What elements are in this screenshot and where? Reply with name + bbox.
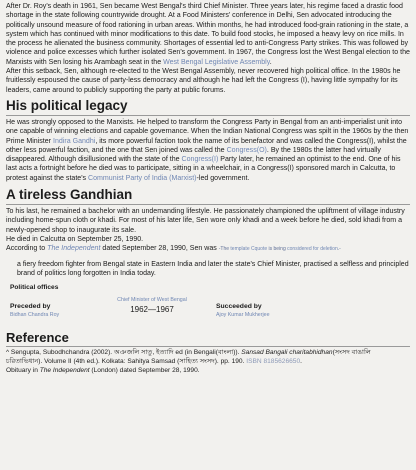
- link-west-bengal-legislative-assembly[interactable]: West Bengal Legislative Assembly: [163, 58, 270, 66]
- link-congress-o[interactable]: Congress(O): [226, 146, 267, 154]
- text: অঞজলি সাতু, ইত্যাদি: [113, 348, 174, 356]
- text: চরিতাভিধান: [6, 357, 39, 365]
- text: ^ Sengupta, Subodhchandra (2002).: [6, 348, 114, 356]
- text: He died in Calcutta on September 25, 1990.: [6, 235, 144, 243]
- reference-list: [6, 349, 410, 375]
- text: . By the 1980s the latter had virtually disappeared. Although disillusioned with the state of the: [6, 146, 381, 164]
- succession-box: [6, 284, 410, 319]
- link-template-cquote[interactable]: template Cquote: [230, 246, 268, 253]
- heading-divider: [6, 115, 410, 116]
- text: After Dr. Roy's death in 1961, Sen became West Bengal's third Chief Minister. Three years later, his regime faced a drastic food shortage in the state following countrywide drought. At a Food Ministers' conference in Delhi, Sen advocated introducing the politically unsound measure of food rationing in urban areas. Within months, he had introduced food-grain rationing in the state, a system which has continued with minor modifications to this date. To build food stocks, he imposed a heavy levy on rice mills. In the process he alienated the business community. Shortages of essential led to anti-Congress Party strikes. This was followed by violence and police excesses which further isolated Sen's government. In 1967, the Congress lost the West Bengal election to the Marxists with Sen losing his Arambagh seat in the: [6, 3, 410, 66]
- text: সাহিত্য সংসদ: [179, 357, 215, 365]
- link-the-independent[interactable]: The Independent: [47, 245, 101, 253]
- text: সংসদ বাঙালি: [334, 348, 371, 356]
- text: -led government.: [196, 174, 250, 182]
- reference-paper: The Independent: [39, 366, 90, 374]
- office-years: 1962—1967: [130, 304, 174, 314]
- text: ). pp. 190.: [214, 357, 247, 365]
- reference-item-2: [6, 367, 410, 376]
- block-quote: a fiery freedom fighter from Bengal state in Eastern India and later the state's Chief Minister, practised a selfless and principled brand of politics long forgotten in India today.: [17, 260, 409, 277]
- link-ajoy-kumar-mukherjee[interactable]: Ajoy Kumar Mukherjee: [216, 311, 270, 318]
- text: To his last, he remained a bachelor with an undemanding lifestyle. He passionately championed the upliftment of village industry including home-spun cloth or khadi. For most of his later life, Sen wore only khadi and a week before he died, sold khadi from a newly-opened shop to inaugurate its sale.: [6, 208, 405, 234]
- paragraph-political-legacy: [6, 118, 410, 183]
- succeeded-cell: [210, 302, 336, 319]
- preceded-cell: [8, 302, 94, 319]
- text: (: [332, 348, 335, 356]
- text: বাংলা: [217, 348, 234, 356]
- paragraph-gandhian: [6, 207, 410, 254]
- link-indira-gandhi[interactable]: Indira Gandhi: [53, 137, 96, 145]
- link-congress-i[interactable]: Congress(I): [181, 156, 219, 164]
- text: Party later, he remained an optimist to the end. One of his last acts a fortnight before he died was to participate, sitting in a wheelchair, in a Congress(I) sponsored march in Calcutta, to protest against the state's: [6, 156, 401, 182]
- text: He was strongly opposed to the Marxists. He helped to transform the Congress Party in Bengal from an anti-imperialist unit into one capable of winning elections and capable governance. When the Indian National Congress was spilt in the 1960s by the then Prime Minister: [6, 118, 409, 145]
- text: dated September 28, 1990, Sen was: [100, 245, 219, 253]
- link-chief-minister-west-bengal[interactable]: Chief Minister of West Bengal: [117, 296, 187, 303]
- text: According to: [6, 245, 48, 253]
- link-cpi-m[interactable]: Communist Party of India (Marxist): [88, 174, 197, 182]
- heading-divider: [6, 346, 410, 347]
- text: (London) dated September 28, 1990.: [89, 366, 200, 374]
- text: ed (in Bengali(: [173, 348, 218, 356]
- succession-box-title: Political offices: [10, 283, 59, 291]
- text: , its more powerful faction took the name of its benefactor and was called the Congress(I), whilst the other less powerful faction, and the one that Sen joined was called the: [6, 137, 407, 154]
- preceded-label: Preceded by: [10, 302, 51, 310]
- text: Obituary in: [6, 366, 40, 374]
- paragraph-chief-minister: [6, 2, 410, 95]
- text: After this setback, Sen, although re-elected to the West Bengal Assembly, never recovered high political office. In the 1980s he fruitlessly espoused the cause of party-less democracy and although he had left the Congress (I), having little sympathy for its leaders, came around to publicly supporting the party at public forums.: [6, 68, 401, 94]
- reference-title: Sansad Bangali charitabhidhan: [241, 348, 333, 356]
- text: ). Volume II (4th ed.). Kolkata: Sahitya Samsad (: [38, 357, 180, 365]
- link-isbn[interactable]: ISBN 8185626650: [246, 357, 301, 365]
- heading-divider: [6, 204, 410, 205]
- succession-row: [8, 296, 410, 319]
- heading-reference: Reference: [6, 329, 69, 345]
- link-considered-for-deletion[interactable]: considered for deletion: [287, 246, 338, 253]
- link-bidhan-chandra-roy[interactable]: Bidhan Chandra Roy: [10, 311, 60, 318]
- text: .: [300, 357, 302, 365]
- text: is being: [267, 246, 288, 253]
- text: -The: [218, 246, 231, 253]
- template-notice: [219, 246, 341, 252]
- text: .: [269, 58, 272, 66]
- office-cell: [94, 296, 210, 319]
- heading-political-legacy: His political legacy: [6, 97, 128, 113]
- text: .-: [337, 246, 341, 253]
- succeeded-label: Succeeded by: [216, 302, 262, 310]
- text: )).: [233, 348, 242, 356]
- heading-tireless-gandhian: A tireless Gandhian: [6, 187, 133, 203]
- reference-item-1: [6, 349, 410, 367]
